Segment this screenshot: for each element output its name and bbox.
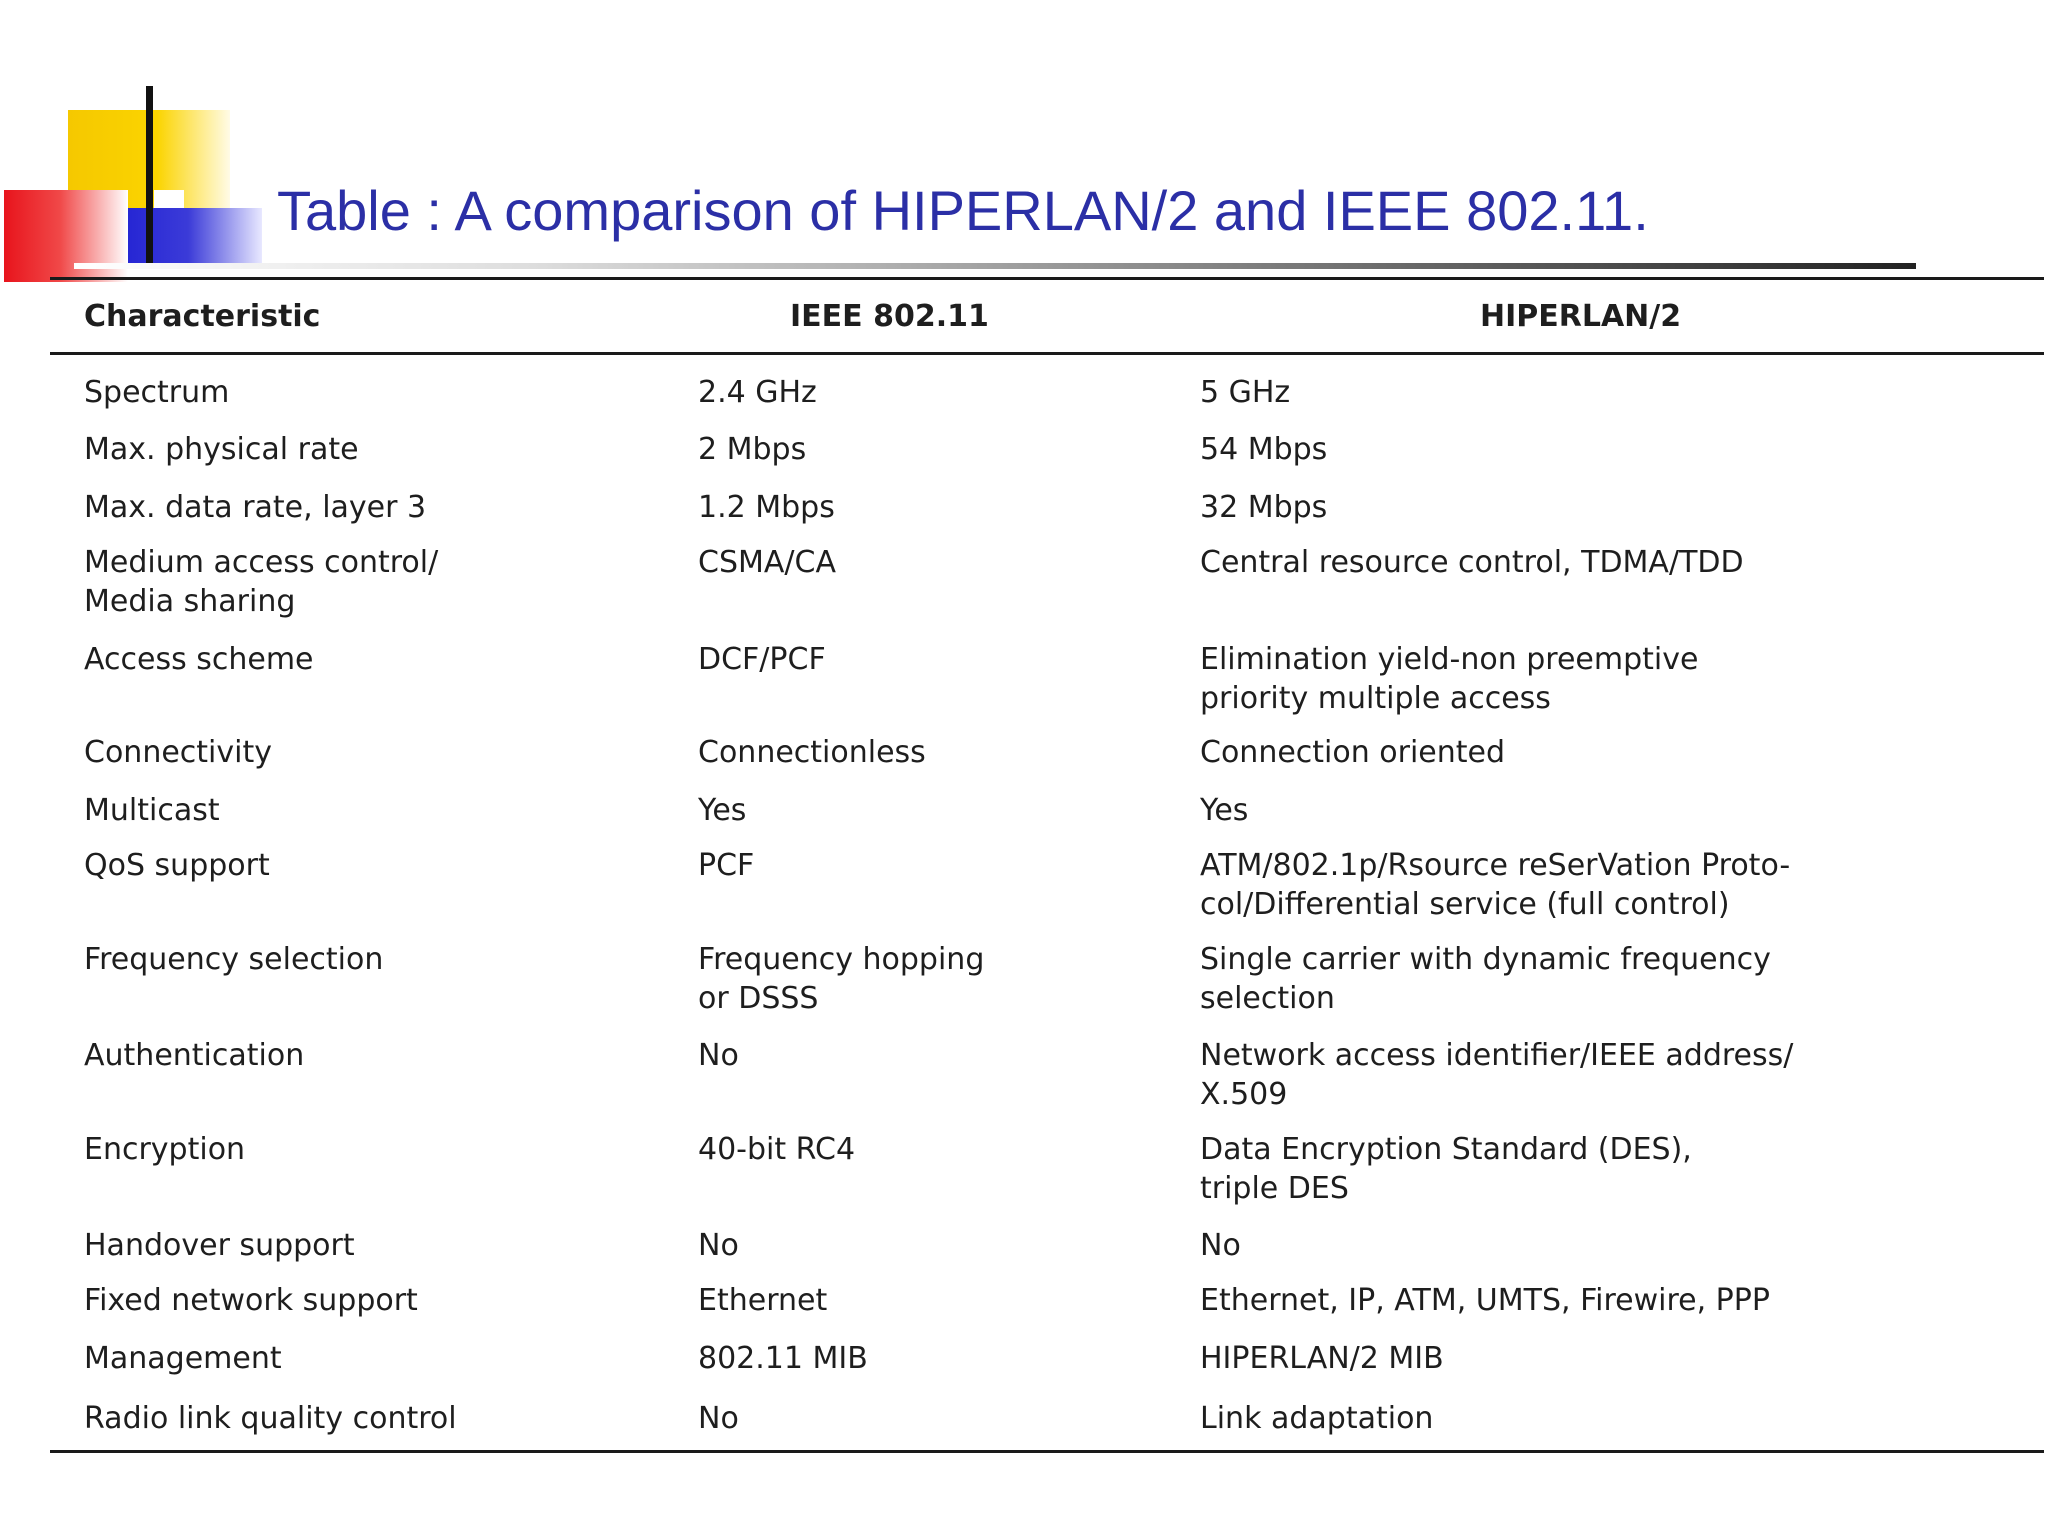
row-hiperlan-value: Central resource control, TDMA/TDD <box>1200 545 1744 580</box>
row-characteristic: Medium access control/ Media sharing <box>84 545 439 619</box>
table-row <box>50 1281 2044 1320</box>
row-hiperlan-value: 54 Mbps <box>1200 432 1328 467</box>
row-characteristic: Radio link quality control <box>84 1401 457 1436</box>
white-gap-decoration <box>154 190 184 208</box>
slide-logo-decoration <box>0 0 270 290</box>
row-ieee-value: No <box>698 1038 739 1073</box>
table-row <box>50 1226 2044 1265</box>
row-ieee-value: Ethernet <box>698 1283 828 1318</box>
row-hiperlan-value: 5 GHz <box>1200 375 1291 410</box>
row-characteristic: Handover support <box>84 1228 355 1263</box>
row-characteristic: Encryption <box>84 1132 246 1167</box>
row-hiperlan-value: Ethernet, IP, ATM, UMTS, Firewire, PPP <box>1200 1283 1770 1318</box>
table-row <box>50 1399 2044 1438</box>
table-row <box>50 1130 2044 1208</box>
row-hiperlan-value: Connection oriented <box>1200 735 1506 770</box>
row-ieee-value: 2 Mbps <box>698 432 807 467</box>
row-ieee-value: 40-bit RC4 <box>698 1132 856 1167</box>
vertical-bar-decoration <box>146 86 153 268</box>
row-ieee-value: PCF <box>698 848 755 883</box>
row-ieee-value: Frequency hopping or DSSS <box>698 942 985 1016</box>
row-characteristic: Management <box>84 1341 282 1376</box>
row-characteristic: Multicast <box>84 793 220 828</box>
row-ieee-value: No <box>698 1228 739 1263</box>
slide-title: Table : A comparison of HIPERLAN/2 and IEEE 802.11. <box>277 179 1649 242</box>
table-row <box>50 1036 2044 1114</box>
table-row <box>50 940 2044 1018</box>
row-characteristic: QoS support <box>84 848 270 883</box>
table-row <box>50 373 2044 412</box>
table-row <box>50 543 2044 621</box>
row-hiperlan-value: No <box>1200 1228 1241 1263</box>
table-row <box>50 640 2044 718</box>
table-row <box>50 846 2044 924</box>
table-header-row <box>50 280 2044 355</box>
row-hiperlan-value: HIPERLAN/2 MIB <box>1200 1341 1444 1376</box>
row-ieee-value: 1.2 Mbps <box>698 490 835 525</box>
table-body <box>50 355 2044 1450</box>
row-hiperlan-value: Yes <box>1200 793 1249 828</box>
row-characteristic: Max. physical rate <box>84 432 359 467</box>
row-ieee-value: No <box>698 1401 739 1436</box>
row-ieee-value: DCF/PCF <box>698 642 826 677</box>
row-hiperlan-value: ATM/802.1p/Rsource reSerVation Proto- col/Differential service (full control) <box>1200 848 1791 922</box>
row-characteristic: Fixed network support <box>84 1283 418 1318</box>
row-ieee-value: 2.4 GHz <box>698 375 817 410</box>
row-characteristic: Connectivity <box>84 735 272 770</box>
row-hiperlan-value: Network access identifier/IEEE address/ X.509 <box>1200 1038 1794 1112</box>
row-hiperlan-value: Single carrier with dynamic frequency selection <box>1200 942 1771 1016</box>
table-row <box>50 733 2044 772</box>
row-hiperlan-value: Elimination yield-non preemptive priority multiple access <box>1200 642 1699 716</box>
row-characteristic: Max. data rate, layer 3 <box>84 490 427 525</box>
header-hiperlan-2: HIPERLAN/2 <box>1480 298 1682 334</box>
row-ieee-value: Yes <box>698 793 747 828</box>
table-row <box>50 488 2044 527</box>
table-row <box>50 1339 2044 1378</box>
title-underline <box>74 263 1916 269</box>
row-ieee-value: CSMA/CA <box>698 545 836 580</box>
row-hiperlan-value: Data Encryption Standard (DES), triple DES <box>1200 1132 1692 1206</box>
comparison-table <box>50 277 2044 1453</box>
row-characteristic: Spectrum <box>84 375 230 410</box>
table-row <box>50 430 2044 469</box>
row-hiperlan-value: 32 Mbps <box>1200 490 1328 525</box>
row-ieee-value: Connectionless <box>698 735 926 770</box>
header-ieee-802-11: IEEE 802.11 <box>790 298 989 334</box>
header-characteristic: Characteristic <box>84 298 321 334</box>
row-characteristic: Access scheme <box>84 642 314 677</box>
row-characteristic: Frequency selection <box>84 942 384 977</box>
table-row <box>50 791 2044 830</box>
row-characteristic: Authentication <box>84 1038 305 1073</box>
row-ieee-value: 802.11 MIB <box>698 1341 868 1376</box>
row-hiperlan-value: Link adaptation <box>1200 1401 1434 1436</box>
